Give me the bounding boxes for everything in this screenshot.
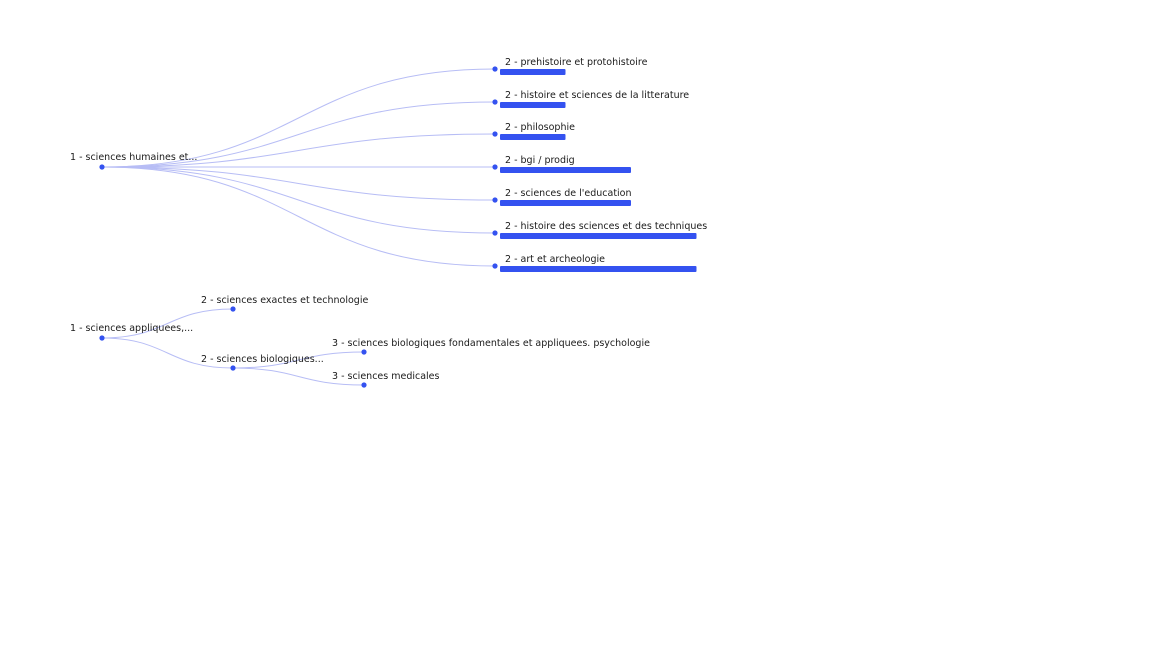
node-label: 1 - sciences appliquees,... [70, 323, 194, 334]
bar-educ [500, 200, 631, 206]
node-dot[interactable] [230, 306, 235, 311]
node-dot[interactable] [99, 335, 104, 340]
node-label: 2 - bgi / prodig [505, 155, 575, 166]
node-dot[interactable] [361, 349, 366, 354]
node-dot[interactable] [492, 66, 497, 71]
node-label: 2 - sciences exactes et technologie [201, 295, 369, 306]
node-label: 2 - prehistoire et protohistoire [505, 57, 648, 68]
node-label: 2 - sciences biologiques... [201, 354, 324, 365]
bar-prehist [500, 69, 566, 75]
node-label: 1 - sciences humaines et... [70, 152, 198, 163]
node-root2[interactable] [70, 323, 193, 341]
node-dot[interactable] [99, 164, 104, 169]
node-label: 2 - histoire des sciences et des techniques [505, 221, 708, 232]
link-root1-hist_sci [102, 167, 495, 233]
link-root1-educ [102, 167, 495, 200]
node-dot[interactable] [492, 263, 497, 268]
node-dot[interactable] [230, 365, 235, 370]
node-biofond[interactable] [332, 338, 650, 355]
node-label: 2 - sciences de l'education [505, 188, 632, 199]
node-label: 2 - art et archeologie [505, 254, 605, 265]
node-label: 3 - sciences biologiques fondamentales et appliquees. psychologie [332, 338, 650, 349]
bar-hist_sci [500, 233, 697, 239]
node-bio[interactable] [201, 354, 324, 371]
bar-art [500, 266, 697, 272]
node-dot[interactable] [492, 230, 497, 235]
node-dot[interactable] [492, 99, 497, 104]
node-label: 3 - sciences medicales [332, 371, 440, 382]
node-dot[interactable] [361, 382, 366, 387]
bar-bgi [500, 167, 631, 173]
node-dot[interactable] [492, 197, 497, 202]
node-label: 2 - philosophie [505, 122, 575, 133]
bar-hist_lit [500, 102, 566, 108]
nodes-layer [70, 57, 707, 388]
node-dot[interactable] [492, 164, 497, 169]
bar-philo [500, 134, 566, 140]
link-root1-art [102, 167, 495, 266]
node-dot[interactable] [492, 131, 497, 136]
node-label: 2 - histoire et sciences de la litterature [505, 90, 690, 101]
